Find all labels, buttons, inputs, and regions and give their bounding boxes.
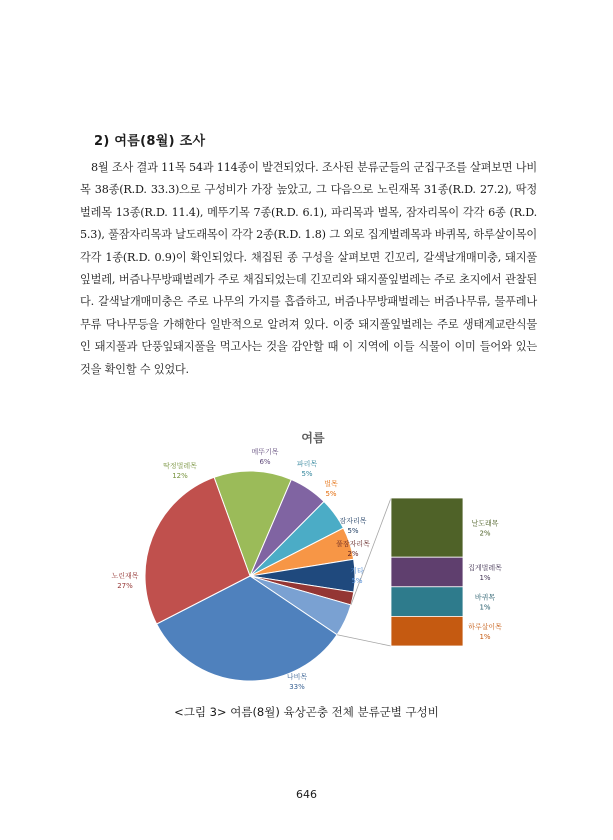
- page-number: 646: [296, 788, 317, 801]
- slice-label-name: 노린재목: [111, 572, 139, 580]
- slice-label-name: 나비목: [286, 673, 308, 681]
- slice-label-value: 5%: [325, 490, 337, 498]
- slice-label-value: 2%: [347, 550, 359, 558]
- chart-title: 여름: [301, 431, 325, 445]
- slice-label-name: 잠자리목: [339, 517, 367, 525]
- slice-label-name: 기타: [350, 567, 364, 575]
- slice-label-name: 풀잠자리목: [336, 540, 370, 548]
- section-heading: 2) 여름(8월) 조사: [94, 134, 206, 149]
- breakout-segment-하루살이목: [391, 616, 463, 646]
- slice-label-value: 12%: [172, 472, 188, 480]
- breakout-label-name: 하루살이목: [468, 623, 502, 632]
- slice-label-value: 6%: [259, 458, 271, 466]
- slice-label-value: 5%: [301, 470, 313, 478]
- slice-label-value: 33%: [289, 683, 305, 690]
- slice-label-value: 5%: [347, 527, 359, 535]
- figure-caption: <그림 3> 여름(8월) 육상곤충 전체 분류군별 구성비: [174, 705, 439, 719]
- chart-svg: [95, 428, 535, 690]
- slice-label-value: 5%: [351, 577, 363, 585]
- slice-label-value: 27%: [117, 582, 133, 590]
- breakout-label-value: 1%: [479, 574, 491, 582]
- breakout-label-value: 1%: [479, 603, 491, 612]
- body-paragraph: [80, 157, 537, 381]
- slice-label-name: 딱정벌레목: [163, 462, 197, 470]
- breakout-segment-바퀴목: [391, 587, 463, 617]
- slice-label-name: 파리목: [296, 460, 318, 468]
- pie-chart: [95, 428, 535, 690]
- slice-label-name: 메뚜기목: [251, 448, 279, 456]
- paragraph-text: 8월 조사 결과 11목 54과 114종이 발견되었다. 조사된 분류군들의 군집구조를 살펴보면 나비목 38종(R.D. 33.3)으로 구성비가 가장 높았고, 그 다음으로 노린재목 31종(R.D. 27.2), 딱정벌레목 13종(R.D. 11.4), 메뚜기목 7종(R.D. 6.1), 파리목과 벌목, 잠자리목이 각각 6종 (R.D. 5.3), 풀잠자리목과 날도래목이 각각 2종(R.D. 1.8) 그 외로 집게벌레목과 바퀴목, 하루살이목이 각각 1종(R.D. 0.9)이 확인되었다. 채집된 종 구성을 살펴보면 긴꼬리, 갈색날개매미충, 돼지풀잎벌레, 버즘나무방패벌레가 주로 채집되었는데 긴꼬리와 돼지풀잎벌레는 주로 초지에서 관찰된다. 갈색날개매미충은 주로 나무의 가지를 흡즙하고, 버즘나무방패벌레는 버즘나무류, 물푸레나무류 닥나무등을 가해한다 일반적으로 알려져 있다. 이중 돼지풀잎벌레는 주로 생태계교란식물인 돼지풀과 단풍잎돼지풀을 먹고사는 것을 감안할 때 이 지역에 이들 식물이 이미 들어와 있는 것을 확인할 수 있었다.: [80, 161, 537, 376]
- connector-line-bottom: [337, 635, 391, 646]
- slice-label-name: 벌목: [324, 480, 338, 488]
- breakout-label-value: 1%: [479, 633, 491, 642]
- breakout-label-name: 날도래목: [471, 519, 499, 528]
- breakout-segment-집게벌레목: [391, 557, 463, 587]
- breakout-bar: [391, 498, 463, 646]
- breakout-label-name: 바퀴목: [474, 593, 496, 602]
- breakout-segment-날도래목: [391, 498, 463, 557]
- pie-slices: [145, 471, 355, 681]
- breakout-label-name: 집게벌레목: [468, 564, 502, 572]
- breakout-label-value: 2%: [479, 529, 491, 538]
